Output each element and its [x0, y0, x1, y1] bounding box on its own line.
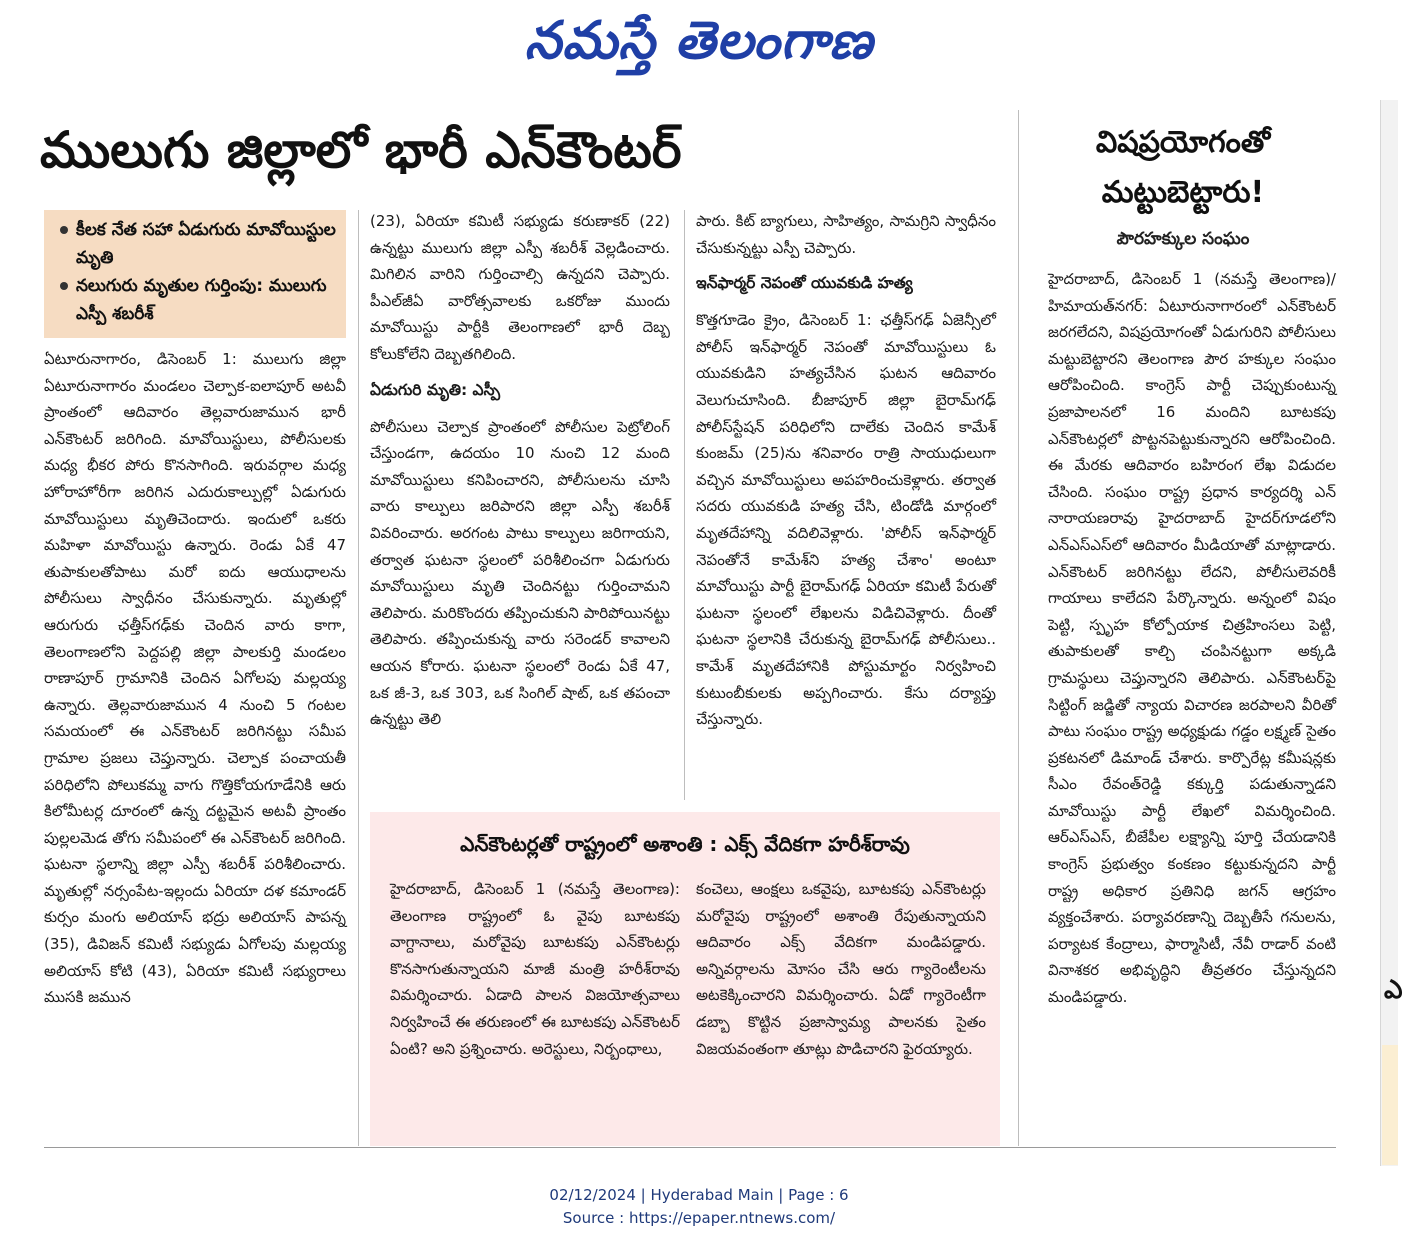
box-column-1 — [390, 876, 680, 1138]
footer-edition-info: 02/12/2024 | Hyderabad Main | Page : 6 — [549, 1186, 849, 1204]
column-divider — [1018, 110, 1019, 1146]
article-paragraph: పారు. కిట్ బ్యాగులు, సాహిత్యం, సామగ్రిని స్వాధీనం చేసుకున్నట్టు ఎస్పీ చెప్పారు. — [696, 212, 996, 257]
masthead-logo: నమస్తే తెలంగాణ — [524, 11, 874, 71]
column-divider — [684, 210, 685, 800]
adjacent-page-edge — [1380, 100, 1403, 1166]
article-subhead: ఏడుగురి మృతి: ఎస్పీ — [370, 380, 501, 399]
article-column-3 — [696, 208, 996, 798]
box-column-2 — [696, 876, 986, 1138]
adjacent-page-chip — [1382, 1045, 1398, 1165]
side-article-column — [1048, 266, 1336, 1132]
article-paragraph: (23), ఏరియా కమిటీ సభ్యుడు కరుణాకర్ (22) ఉన్నట్టు ములుగు జిల్లా ఎస్పీ శబరీశ్ వెల్లడించారు. మిగిలిన వారిని గుర్తించాల్సి ఉన్నదని చెప్పారు. పీఎల్‌జీఏ వారోత్సవాలకు ఒకరోజు ముందు మావోయిస్టు పార్టీకి తెలంగాణలో భారీ దెబ్బ కోలుకోలేని దెబ్బతగిలింది. — [370, 212, 670, 363]
footer-source-link[interactable]: Source : https://epaper.ntnews.com/ — [562, 1209, 836, 1227]
article-paragraph: కంచెలు, ఆంక్షలు ఒకవైపు, బూటకపు ఎన్‌కౌంటర్లు మరోవైపు రాష్ట్రంలో అశాంతి రేపుతున్నాయని ఆదివారం ఎక్స్ వేదికగా మండిపడ్డారు. అన్నివర్గాలను మోసం చేసి ఆరు గ్యారెంటీలను అటకెక్కించారని విమర్శించారు. ఏడో గ్యారెంటీగా డబ్బా కొట్టిన ప్రజాస్వామ్య పాలనకు సైతం విజయవంతంగా తూట్లు పొడిచారని ఫైరయ్యారు. — [696, 880, 986, 1058]
article-column-1 — [44, 346, 346, 1134]
article-paragraph: హైదరాబాద్, డిసెంబర్ 1 (నమస్తే తెలంగాణ): తెలంగాణ రాష్ట్రంలో ఓ వైపు బూటకపు వాగ్దానాలు, మరోవైపు బూటకపు ఎన్‌కౌంటర్లు కొనసాగుతున్నాయని మాజీ మంత్రి హరీశ్‌రావు విమర్శించారు. ఏడాది పాలన విజయోత్సవాలు నిర్వహించే ఈ తరుణంలో ఈ బూటకపు ఎన్‌కౌంటర్ ఏంటి? అని ప్రశ్నించారు. అరెస్టులు, నిర్బంధాలు, — [390, 880, 681, 1058]
highlights-box — [44, 210, 346, 338]
article-paragraph: కొత్తగూడెం క్రైం, డిసెంబర్ 1: ఛత్తీస్‌గఢ్ ఏజెన్సీలో పోలీస్ ఇన్‌ఫార్మర్ నెపంతో మావోయిస్టులు ఓ యువకుడిని హత్యచేసిన ఘటన ఆదివారం వెలుగుచూసింది. బీజాపూర్ జిల్లా బైరామ్‌గఢ్ పోలీస్‌స్టేషన్ పరిధిలోని దాలేకు చెందిన కామేశ్ కుంజమ్ (25)ను శనివారం రాత్రి సాయుధులుగా వచ్చిన మావోయిస్టులు అపహరించుకెళ్లారు. తర్వాత సదరు యువకుడి హత్య చేసి, టిండోడి మార్గంలో మృతదేహాన్ని వదిలివెళ్లారు. 'పోలీస్ ఇన్‌ఫార్మర్ నెపంతోనే కామేశ్‌ని హత్య చేశాం' అంటూ మావోయిస్టు పార్టీ బైరామ్‌గఢ్ ఏరియా కమిటీ పేరుతో ఘటనా స్థలంలో లేఖలను విడిచివెళ్లారు. దీంతో ఘటనా స్థలానికి చేరుకున్న బైరామ్‌గఢ్ పోలీసులు.. కామేశ్ మృతదేహానికి పోస్టుమార్టం నిర్వహించి కుటుంబీకులకు అప్పగించారు. కేసు దర్యాప్తు చేస్తున్నారు. — [696, 311, 996, 729]
side-subheadline: పౌరహక్కుల సంఘం — [1116, 229, 1250, 249]
article-paragraph: పోలీసులు చెల్పాక ప్రాంతంలో పోలీసుల పెట్రోలింగ్ చేస్తుండగా, ఉదయం 10 నుంచి 12 మంది మావోయిస్టులు కనిపించారని, పోలీసులను చూసి వారు కాల్పులు జరిపారని జిల్లా ఎస్పీ శబరీశ్ వివరించారు. అరగంట పాటు కాల్పులు జరిగాయని, తర్వాత ఘటనా స్థలంలో పరిశీలించగా ఏడుగురు మావోయిస్టులు మృతి చెందినట్టు గుర్తించామని తెలిపారు. మరికొందరు తప్పించుకుని పారిపోయినట్టు తెలిపారు. తప్పించుకున్న వారు సరెండర్ కావాలని ఆయన కోరారు. ఘటనా స్థలంలో రెండు ఏకే 47, ఒక జీ-3, ఒక 303, ఒక సింగిల్ షాట్, ఒక తపంచా ఉన్నట్టు తెలి — [370, 417, 670, 729]
article-subhead: ఇన్‌ఫార్మర్ నెపంతో యువకుడి హత్య — [696, 274, 913, 293]
side-headline: విషప్రయోగంతో మట్టుబెట్టారు! — [1095, 125, 1271, 210]
article-paragraph: ఏటూరునాగారం, డిసెంబర్ 1: ములుగు జిల్లా ఏటూరునాగారం మండలం చెల్పాక-ఐలాపూర్ అటవీ ప్రాంతంలో ఆదివారం తెల్లవారుజామున భారీ ఎన్‌కౌంటర్ జరిగింది. మావోయిస్టులు, పోలీసులకు మధ్య భీకర పోరు కొనసాగింది. ఇరువర్గాల మధ్య హోరాహోరీగా జరిగిన ఎదురుకాల్పుల్లో ఏడుగురు మావోయిస్టులు మృతిచెందారు. ఇందులో ఒకరు మహిళా మావోయిస్టు ఉన్నారు. రెండు ఏకే 47 తుపాకులతోపాటు మరో ఐదు ఆయుధాలను పోలీసులు స్వాధీనం చేసుకున్నారు. మృతుల్లో ఆరుగురు ఛత్తీస్‌గఢ్‌కు చెందిన వారు కాగా, తెలంగాణలోని పెద్దపల్లి జిల్లా పాలకుర్తి మండలం రాణాపూర్ గ్రామానికి చెందిన ఏగోలపు మల్లయ్య ఉన్నారు. తెల్లవారుజామున 4 నుంచి 5 గంటల సమయంలో ఈ ఎన్‌కౌంటర్ జరిగినట్టు సమీప గ్రామాల ప్రజలు చెప్తున్నారు. చెల్పాక పంచాయతీ పరిధిలోని పోలుకమ్మ వాగు గొత్తికోయగూడేనికి ఆరు కిలోమీటర్ల దూరంలో ఉన్న దట్టమైన అటవీ ప్రాంతం పుల్లలమెడ తోగు సమీపంలో ఈ ఎన్‌కౌంటర్ జరిగింది. ఘటనా స్థలాన్ని జిల్లా ఎస్పీ శబరీశ్ పరిశీలించారు. మృతుల్లో నర్సంపేట-ఇల్లందు ఏరియా దళ కమాండర్ కుర్సం మంగు అలియాస్ భద్రు అలియాస్ పాపన్న (35), డివిజన్ కమిటీ సభ్యుడు ఏగోలపు మల్లయ్య అలియాస్ కోటి (43), ఏరియా కమిటీ సభ్యురాలు ముసకి జమున — [44, 350, 346, 1007]
article-paragraph: హైదరాబాద్, డిసెంబర్ 1 (నమస్తే తెలంగాణ)/హిమాయత్‌నగర్: ఏటూరునాగారంలో ఎన్‌కౌంటర్ జరగలేదని, విషప్రయోగంతో ఏడుగురిని పోలీసులు మట్టుబెట్టారని తెలంగాణ పౌర హక్కుల సంఘం ఆరోపించింది. కాంగ్రెస్ పార్టీ చెప్పుకుంటున్న ప్రజాపాలనలో 16 మందిని బూటకపు ఎన్‌కౌంటర్లలో పొట్టనపెట్టుకున్నారని ఆరోపించింది. ఈ మేరకు ఆదివారం బహిరంగ లేఖ విడుదల చేసింది. సంఘం రాష్ట్ర ప్రధాన కార్యదర్శి ఎన్ నారాయణరావు హైదరాబాద్ హైదర్‌గూడలోని ఎన్ఎస్ఎస్‌లో ఆదివారం మీడియాతో మాట్లాడారు. ఎన్‌కౌంటర్ జరిగినట్టు లేదని, పోలీసులెవరికీ గాయాలు కాలేదని పేర్కొన్నారు. అన్నంలో విషం పెట్టి, స్పృహ కోల్పోయాక చిత్రహింసలు పెట్టి, తుపాకులతో కాల్చి చంపినట్టుగా అక్కడి గ్రామస్థులు చెప్తున్నారని తెలిపారు. ఎన్‌కౌంటర్‌పై సిట్టింగ్ జడ్జితో న్యాయ విచారణ జరపాలని వీరితో పాటు సంఘం రాష్ట్ర అధ్యక్షుడు గడ్డం లక్ష్మణ్ సైతం ప్రకటనలో డిమాండ్ చేశారు. కార్పొరేట్ల కమీషన్లకు సీఎం రేవంత్‌రెడ్డి కక్కుర్తి పడుతున్నాడని మావోయిస్టు పార్టీ లేఖలో విమర్శించింది. ఆర్ఎస్ఎస్, బీజేపీల లక్ష్యాన్ని పూర్తి చేయడానికి కాంగ్రెస్ ప్రభుత్వం కంకణం కట్టుకున్నదని పార్టీ రాష్ట్ర అధికార ప్రతినిధి జగన్ ఆగ్రహం వ్యక్తంచేశారు. పర్యావరణాన్ని దెబ్బతీసే గనులను, పర్యాటక కేంద్రాలు, ఫార్మాసిటీ, నేవీ రాడార్ వంటి వినాశకర అభివృద్ధిని తీవ్రతరం చేస్తున్నదని మండిపడ్డారు. — [1048, 270, 1336, 1007]
main-headline: ములుగు జిల్లాలో భారీ ఎన్‌కౌంటర్ — [40, 121, 682, 179]
column-divider — [358, 210, 359, 1146]
box-headline: ఎన్‌కౌంటర్లతో రాష్ట్రంలో అశాంతి : ఎక్స్ వేదికగా హరీశ్‌రావు — [460, 832, 910, 856]
article-column-2 — [370, 208, 670, 798]
highlight-item: నలుగురు మృతుల గుర్తింపు: ములుగు ఎస్పీ శబరీశ్ — [54, 272, 336, 328]
adjacent-page-glyph: ఎ — [1384, 975, 1403, 1005]
highlight-item: కీలక నేత సహా ఏడుగురు మావోయిస్టుల మృతి — [54, 216, 336, 272]
bottom-rule — [44, 1147, 1336, 1148]
related-story-box — [370, 812, 1000, 1146]
